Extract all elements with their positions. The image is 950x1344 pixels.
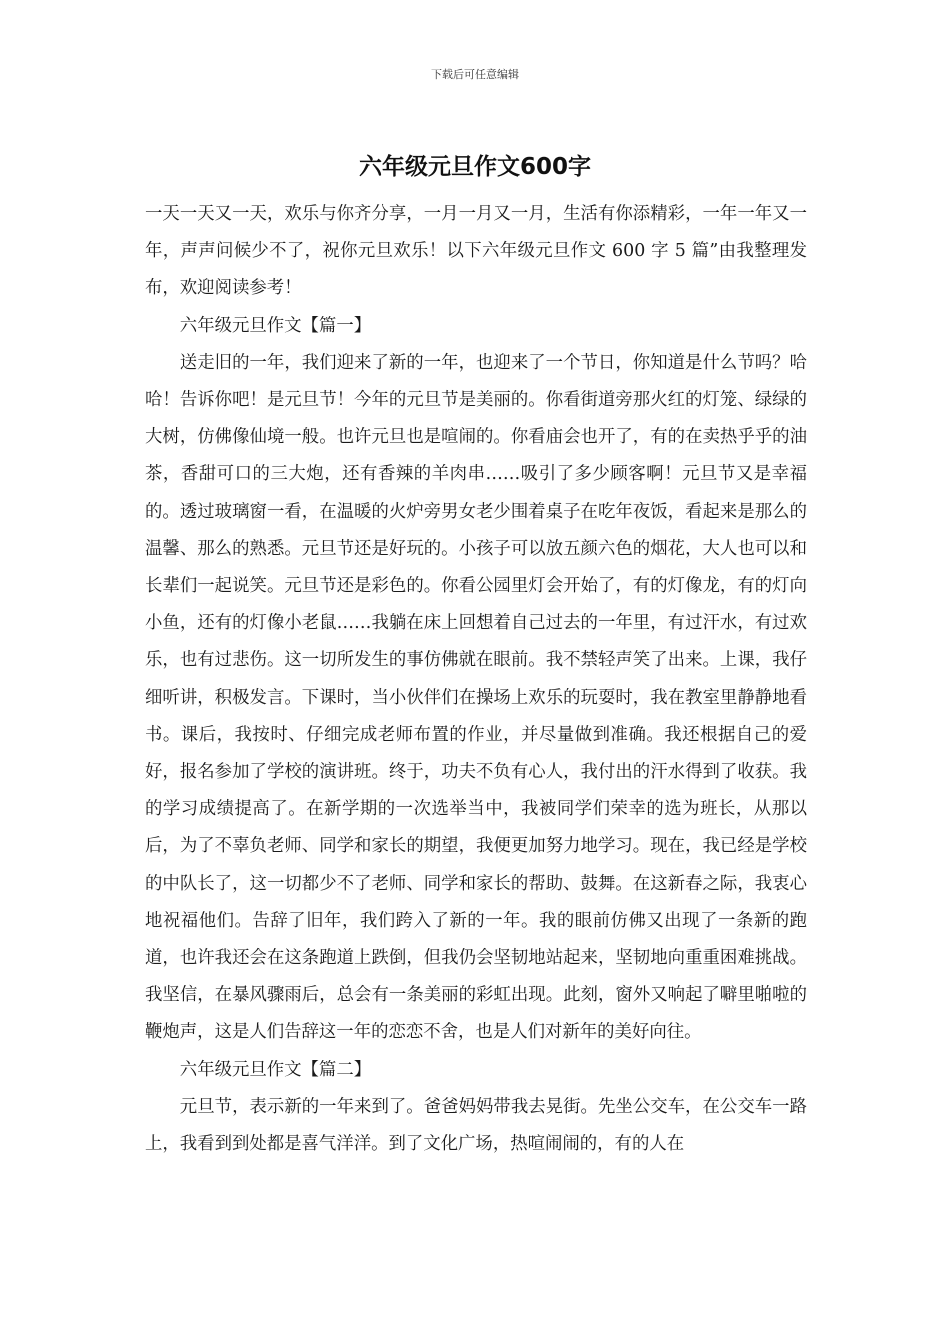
document-title: 六年级元旦作文600字 <box>358 154 591 180</box>
section-body-2: 元旦节，表示新的一年来到了。爸爸妈妈带我去晃街。先坐公交车，在公交车一路上，我看到到处都是喜气洋洋。到了文化广场，热喧闹闹的，有的人在 <box>145 1096 807 1155</box>
document-body <box>145 196 807 1163</box>
section-heading-1: 六年级元旦作文【篇一】 <box>179 315 372 336</box>
section-body-1: 送走旧的一年，我们迎来了新的一年，也迎来了一个节日，你知道是什么节吗？哈哈！告诉你吧！是元旦节！今年的元旦节是美丽的。你看街道旁那火红的灯笼、绿绿的大树，仿佛像仙境一般。也许元旦也是喧闹的。你看庙会也开了，有的在卖热乎乎的油茶，香甜可口的三大炮，还有香辣的羊肉串……吸引了多少顾客啊！元旦节又是幸福的。透过玻璃窗一看，在温暖的火炉旁男女老少围着桌子在吃年夜饭，看起来是那么的温馨、那么的熟悉。元旦节还是好玩的。小孩子可以放五颜六色的烟花，大人也可以和长辈们一起说笑。元旦节还是彩色的。你看公园里灯会开始了，有的灯像龙，有的灯向小鱼，还有的灯像小老鼠……我躺在床上回想着自己过去的一年里，有过汗水，有过欢乐，也有过悲伤。这一切所发生的事仿佛就在眼前。我不禁轻声笑了出来。上课，我仔细听讲，积极发言。下课时，当小伙伴们在操场上欢乐的玩耍时，我在教室里静静地看书。课后，我按时、仔细完成老师布置的作业，并尽量做到准确。我还根据自己的爱好，报名参加了学校的演讲班。终于，功夫不负有心人，我付出的汗水得到了收获。我的学习成绩提高了。在新学期的一次选举当中，我被同学们荣幸的选为班长，从那以后，为了不辜负老师、同学和家长的期望，我便更加努力地学习。现在，我已经是学校的中队长了，这一切都少不了老师、同学和家长的帮助、鼓舞。在这新春之际，我衷心地祝福他们。告辞了旧年，我们跨入了新的一年。我的眼前仿佛又出现了一条新的跑道，也许我还会在这条跑道上跌倒，但我仍会坚韧地站起来，坚韧地向重重困难挑战。我坚信，在暴风骤雨后，总会有一条美丽的彩虹出现。此刻，窗外又响起了噼里啪啦的鞭炮声，这是人们告辞这一年的恋恋不舍，也是人们对新年的美好向往。 <box>145 352 807 1043</box>
section-heading-2: 六年级元旦作文【篇二】 <box>179 1059 372 1080</box>
header-note: 下载后可任意编辑 <box>431 68 519 81</box>
intro-paragraph: 一天一天又一天，欢乐与你齐分享，一月一月又一月，生活有你添精彩，一年一年又一年，声声问候少不了，祝你元旦欢乐！以下六年级元旦作文 600 字 5 篇”由我整理发布，欢迎阅读参考！ <box>145 204 807 299</box>
